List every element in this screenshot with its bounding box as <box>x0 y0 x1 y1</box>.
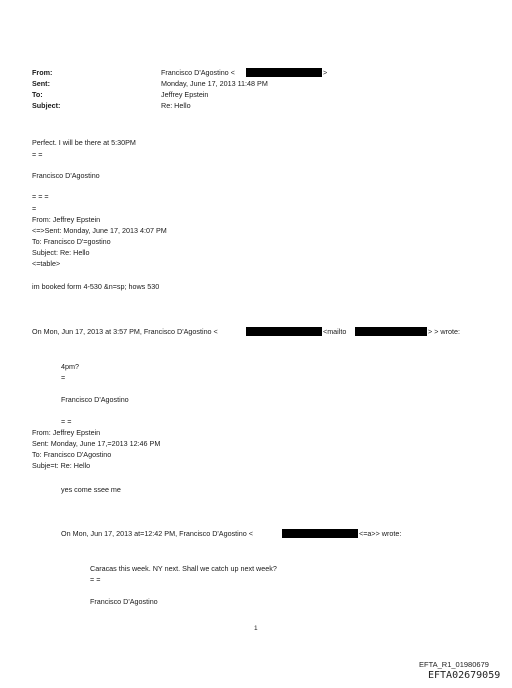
redaction-bar <box>282 529 358 538</box>
quoted-sent: Sent: Monday, June 17,=2013 12:46 PM <box>32 439 161 448</box>
from-value: Francisco D'Agostino < <box>161 68 235 77</box>
sent-label: Sent: <box>32 79 50 88</box>
message-line: im booked form 4-530 &n=sp; hows 530 <box>32 282 160 291</box>
redaction-bar <box>246 68 322 77</box>
subject-value: Re: Hello <box>161 101 191 110</box>
sent-value: Monday, June 17, 2013 11:48 PM <box>161 79 268 88</box>
quoted-sent: <=>Sent: Monday, June 17, 2013 4:07 PM <box>32 226 167 235</box>
quoted-to: To: Francisco D'Agostino <box>32 450 112 459</box>
separator: = <box>61 373 66 382</box>
reply-attribution: On Mon, Jun 17, 2013 at=12:42 PM, Francisco D'Agostino < <box>61 529 253 538</box>
to-label: To: <box>32 90 43 99</box>
signature: Francisco D'Agostino <box>90 597 158 606</box>
signature: Francisco D'Agostino <box>61 395 129 404</box>
message-line: 4pm? <box>61 362 79 371</box>
quoted-to: To: Francisco D'=gostino <box>32 237 111 246</box>
from-close: > <box>323 68 328 77</box>
page-number: 1 <box>254 625 258 632</box>
signature: Francisco D'Agostino <box>32 171 100 180</box>
reply-attribution: On Mon, Jun 17, 2013 at 3:57 PM, Francisco D'Agostino < <box>32 327 218 336</box>
reply-attribution-end: <=a>> wrote: <box>359 529 402 538</box>
message-line: Caracas this week. NY next. Shall we catch up next week? <box>90 564 277 573</box>
redaction-bar <box>246 327 322 336</box>
bates-number-primary: EFTA_R1_01980679 <box>419 660 489 669</box>
quoted-subject: Subject: Re: Hello <box>32 248 90 257</box>
message-line: Perfect. I will be there at 5:30PM <box>32 138 136 147</box>
separator: = = <box>90 575 101 584</box>
quoted-from: From: Jeffrey Epstein <box>32 215 101 224</box>
separator: = = <box>61 417 72 426</box>
redaction-bar <box>355 327 427 336</box>
quoted-table-tag: <=table> <box>32 259 61 268</box>
quoted-from: From: Jeffrey Epstein <box>32 428 101 437</box>
to-value: Jeffrey Epstein <box>161 90 209 99</box>
from-label: From: <box>32 68 53 77</box>
separator: = <box>32 204 37 213</box>
bates-number-secondary: EFTA02679059 <box>428 670 501 681</box>
reply-attribution-end: > > wrote: <box>428 327 460 336</box>
separator: = = <box>32 150 43 159</box>
subject-label: Subject: <box>32 101 61 110</box>
reply-mailto: <mailto <box>323 327 347 336</box>
separator: = = = <box>32 192 49 201</box>
message-line: yes come ssee me <box>61 485 121 494</box>
quoted-subject: Subje=t: Re: Hello <box>32 461 91 470</box>
